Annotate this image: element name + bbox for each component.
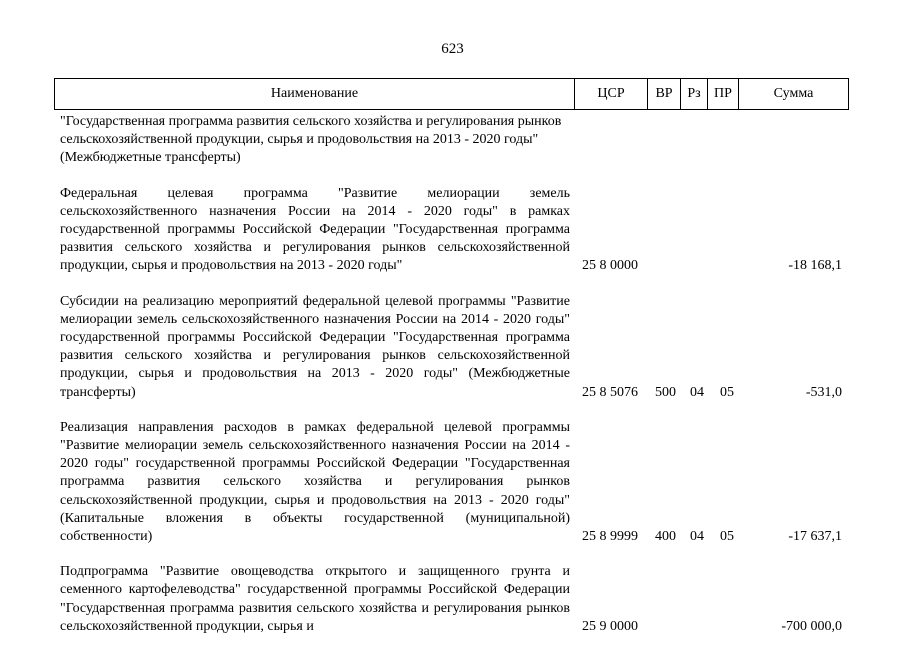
header-rz: Рз [681,79,708,110]
row-name: Реализация направления расходов в рамках федеральной целевой программы "Развитие мелиорации земель сельскохозяйственного назначения России на 2014 - 2020 годы" государственной программы Российской Федерации "Государственная программа развития сельского хозяйства и регулирования рынков сельскохозяйственной продукции, сырья и продовольствия на 2013 - 2020 годы" (Капитальные вложения в объекты государственной (муниципальной) собственности) [60,419,570,545]
page-number: 623 [441,41,464,57]
table-row [54,563,848,636]
row-sum: -18 168,1 [788,258,842,274]
table-row [54,113,848,168]
row-csr: 25 8 5076 [582,384,638,400]
header-name: Наименование [55,79,575,110]
header-pr: ПР [708,79,739,110]
row-vr: 400 [655,529,676,545]
header-vr: ВР [648,79,681,110]
row-name: Федеральная целевая программа "Развитие мелиорации земель сельскохозяйственного назначения России на 2014 - 2020 годы" в рамках государственной программы Российской Федерации "Государственная программа развития сельского хозяйства и регулирования рынков сельскохозяйственной продукции, сырья и продовольствия на 2013 - 2020 годы" [60,185,570,274]
row-sum: -700 000,0 [781,618,842,634]
row-pr: 05 [720,384,734,400]
header-csr: ЦСР [575,79,648,110]
row-csr: 25 9 0000 [582,618,638,634]
table-header [54,78,849,110]
row-rz: 04 [690,529,704,545]
table-row [54,293,848,402]
row-name: "Государственная программа развития сельского хозяйства и регулирования рынков сельскохозяйственной продукции, сырья и продовольствия на 2013 - 2020 годы" (Межбюджетные трансферты) [60,114,562,166]
row-rz: 04 [690,384,704,400]
row-sum: -531,0 [805,384,842,400]
row-name: Подпрограмма "Развитие овощеводства открытого и защищенного грунта и семенного картофелеводства" государственной программы Российской Федерации "Государственная программа развития сельского хозяйства и регулирования рынков сельскохозяйственной продукции, сырья и [60,564,570,634]
row-pr: 05 [720,529,734,545]
row-csr: 25 8 9999 [582,529,638,545]
row-csr: 25 8 0000 [582,258,638,274]
row-name: Субсидии на реализацию мероприятий федеральной целевой программы "Развитие мелиорации земель сельскохозяйственного назначения России на 2014 - 2020 годы" государственной программы Российской Федерации "Государственная программа развития сельского хозяйства и регулирования рынков сельскохозяйственной продукции, сырья и продовольствия на 2013 - 2020 годы" (Межбюджетные трансферты) [60,293,570,400]
table-row [54,185,848,276]
row-sum: -17 637,1 [788,529,842,545]
budget-table-body [54,113,848,653]
row-vr: 500 [655,384,676,400]
header-sum: Сумма [739,79,849,110]
table-row [54,419,848,546]
